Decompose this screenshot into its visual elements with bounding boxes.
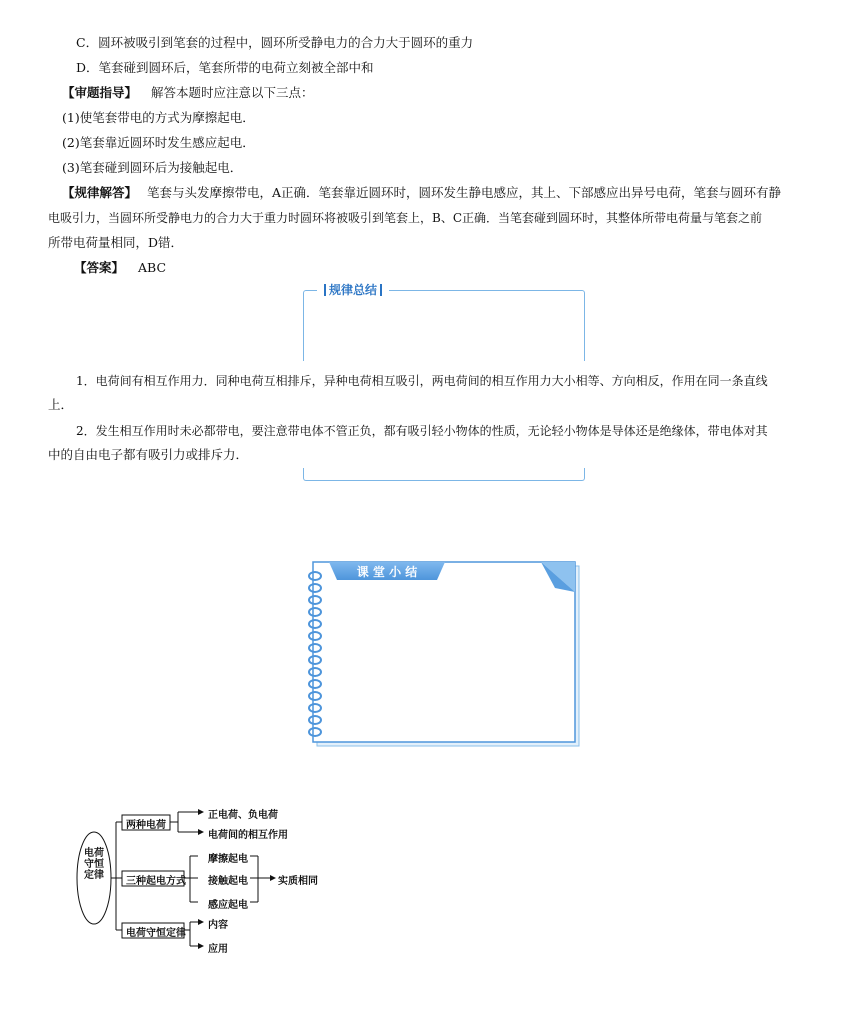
explanation-line-3: 所带电荷量相同，D错． [48, 235, 184, 250]
guide-row [62, 84, 314, 102]
guide-point-2: (2)笔套靠近圆环时发生感应起电． [62, 135, 255, 150]
guide-point-3: (3)笔套碰到圆环后为接触起电． [62, 160, 243, 175]
tree-leaf-3-2: 应用 [208, 944, 228, 955]
answer-value: ABC [138, 260, 167, 275]
tree-leaf-2-2: 接触起电 [208, 876, 248, 887]
answer-row [74, 259, 166, 277]
tree-leaf-1-1: 正电荷、负电荷 [208, 810, 278, 821]
tree-branch-2: 三种起电方式 [126, 876, 186, 887]
tree-leaf-2-1: 摩擦起电 [208, 854, 248, 865]
answer-label: 【答案】 [74, 260, 125, 275]
explanation-text-1: 笔套与头发摩擦带电，A正确．笔套靠近圆环时，圆环发生静电感应，其上、下部感应出异号电荷，笔套与圆环有静 [147, 185, 782, 200]
tree-leaf-1-2: 电荷间的相互作用 [208, 830, 288, 841]
class-summary-notebook [305, 558, 580, 748]
option-d: D．笔套碰到圆环后，笔套所带的电荷立刻被全部中和 [76, 60, 374, 75]
tree-root: 电荷守恒定律 [84, 848, 104, 881]
explanation-line-1 [62, 184, 781, 202]
notebook-title: 课 堂 小 结 [356, 565, 418, 579]
tree-leaf-3-1: 内容 [208, 920, 228, 931]
explanation-line-2: 电吸引力，当圆环所受静电力的合力大于重力时圆环将被吸引到笔套上，B、C正确．当笔套碰到圆环时，其整体所带电荷量与笔套之前 [48, 211, 763, 225]
tree-leaf-2-3: 感应起电 [208, 900, 248, 911]
guide-point-1: (1)使笔套带电的方式为摩擦起电． [62, 110, 255, 125]
tree-branch-1: 两种电荷 [126, 820, 166, 831]
tree-result: 实质相同 [278, 876, 318, 887]
summary-p2-line2: 中的自由电子都有吸引力或排斥力． [48, 447, 249, 462]
summary-bracket-top [303, 290, 585, 361]
explanation-label: 【规律解答】 [62, 185, 138, 200]
summary-p1-line1: 1．电荷间有相互作用力．同种电荷互相排斥，异种电荷相互吸引，两电荷间的相互作用力大小相等、方向相反，作用在同一条直线 [76, 374, 768, 388]
guide-label: 【审题指导】 [62, 85, 138, 100]
tree-branch-3: 电荷守恒定律 [126, 928, 186, 939]
option-c: C．圆环被吸引到笔套的过程中，圆环所受静电力的合力大于圆环的重力 [76, 35, 474, 50]
summary-p2-line1: 2．发生相互作用时未必都带电，要注意带电体不管正负，都有吸引轻小物体的性质，无论轻小物体是导体还是绝缘体，带电体对其 [76, 424, 768, 438]
summary-title: 规律总结 [317, 281, 389, 298]
summary-p1-line2: 上． [48, 397, 74, 412]
guide-intro: 解答本题时应注意以下三点： [151, 85, 314, 100]
notebook-graphic [305, 558, 580, 748]
summary-bracket-bottom [303, 468, 585, 481]
